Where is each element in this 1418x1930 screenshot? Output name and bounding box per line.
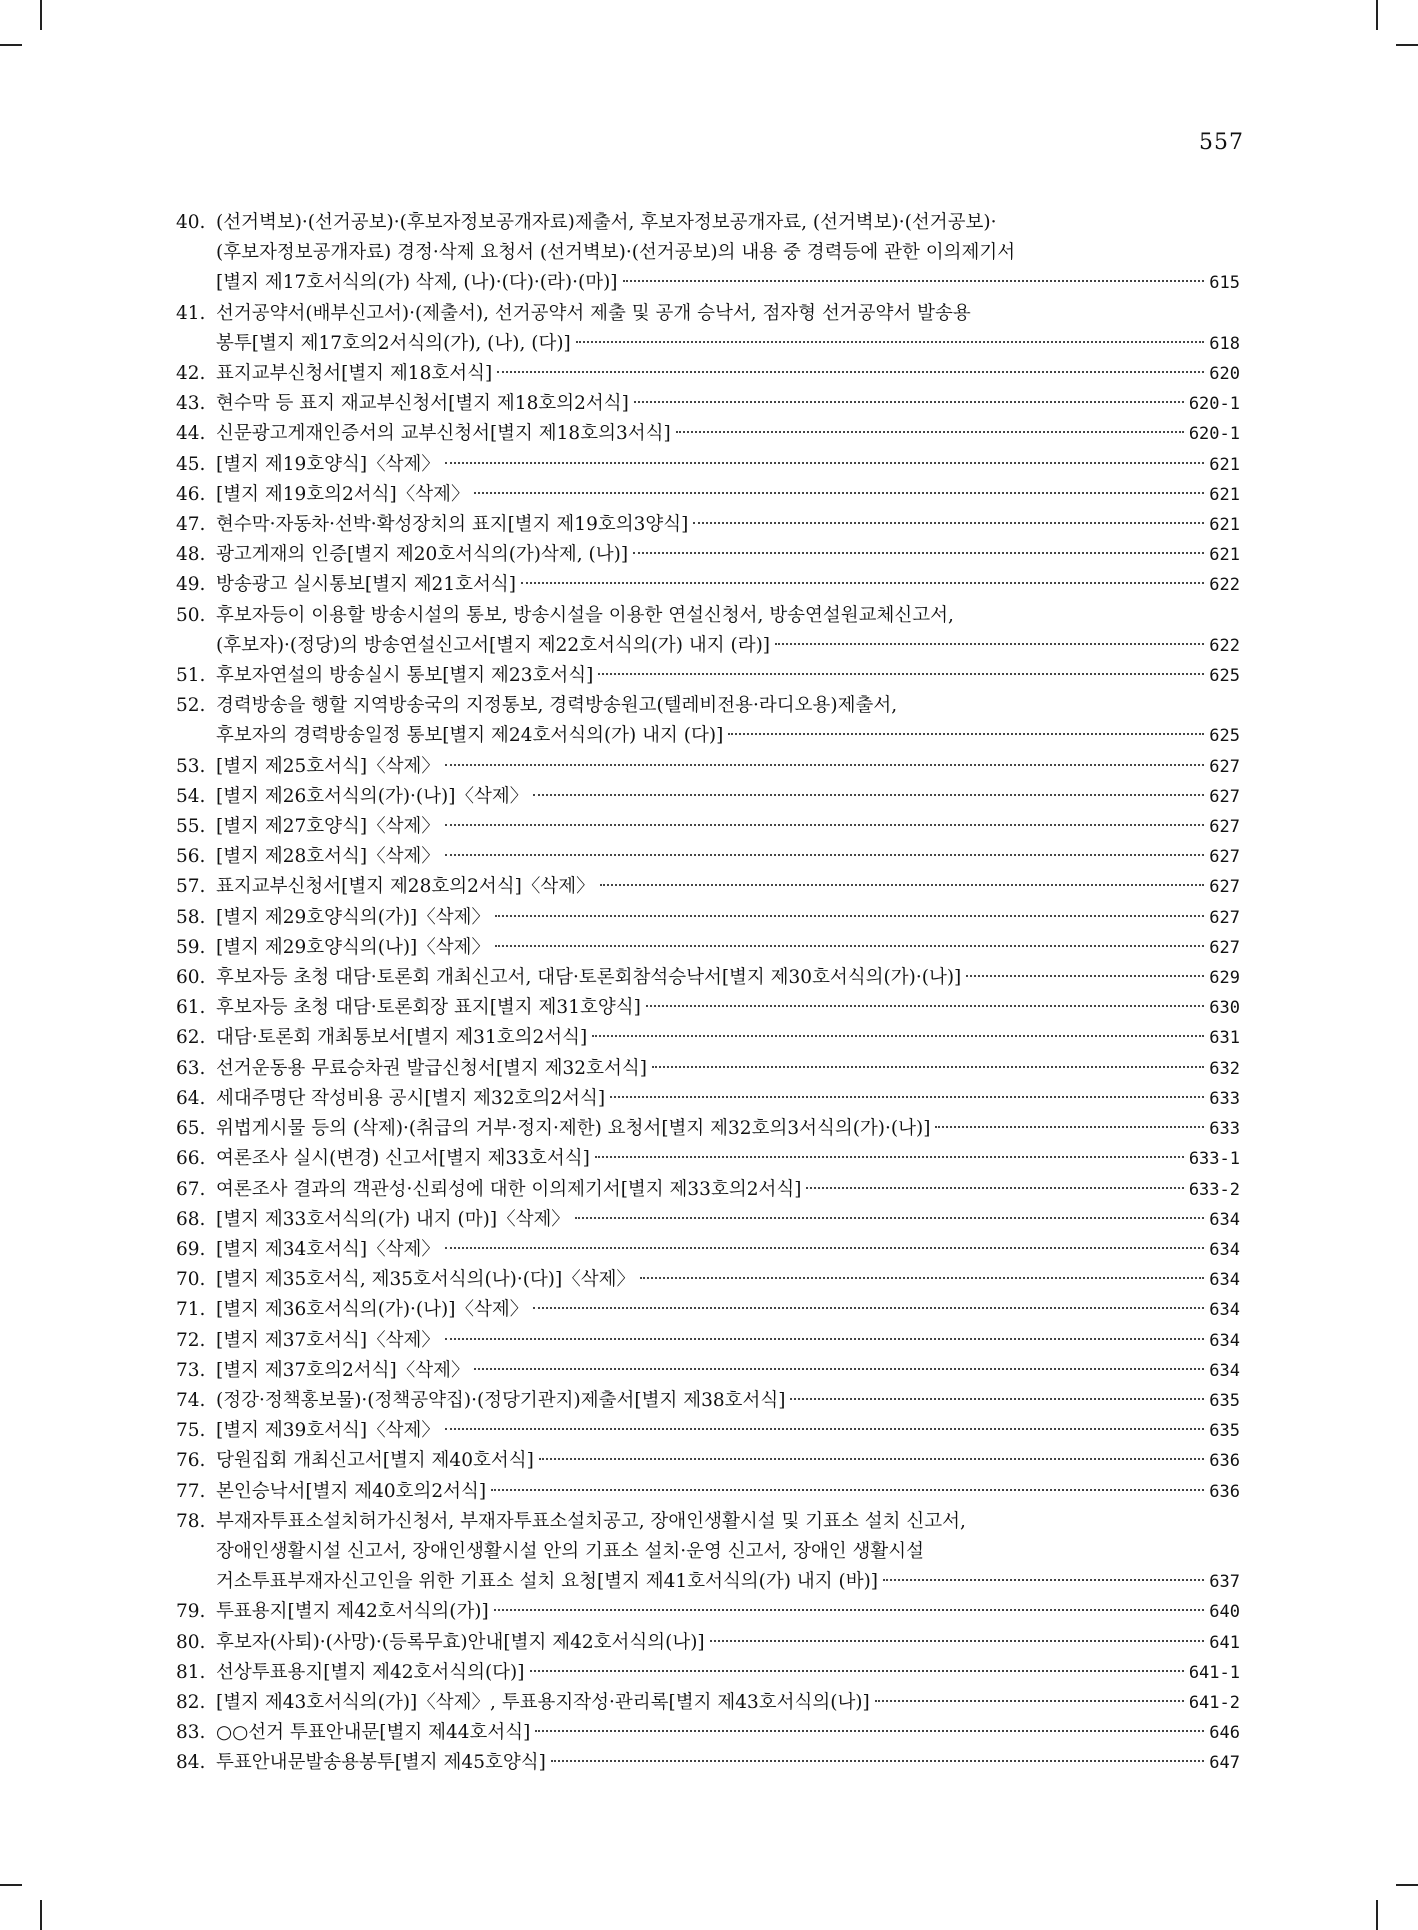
entry-number: 73. <box>176 1359 206 1381</box>
dot-leader <box>491 1489 1204 1491</box>
toc-entry-line <box>176 872 1240 902</box>
entry-page-number: 625 <box>1209 726 1240 747</box>
crop-mark <box>1376 0 1378 30</box>
toc-entry-line <box>176 570 1240 600</box>
entry-number: 40. <box>176 212 206 233</box>
toc-entry-line <box>176 1054 1240 1084</box>
entry-page-number: 622 <box>1209 635 1240 656</box>
dot-leader <box>497 371 1204 373</box>
toc-entry <box>176 359 1240 389</box>
toc-entry-line <box>176 1023 1240 1053</box>
entry-number: 43. <box>176 393 206 415</box>
entry-page-number: 633 <box>1209 1088 1240 1109</box>
entry-number: 47. <box>176 514 206 536</box>
toc-entry <box>176 933 1240 963</box>
entry-number: 78. <box>176 1510 206 1532</box>
entry-number: 84. <box>176 1752 206 1774</box>
toc-entry <box>176 1658 1240 1688</box>
toc-entry-line <box>176 1748 1240 1778</box>
entry-number: 71. <box>176 1299 206 1321</box>
entry-number: 55. <box>176 816 206 838</box>
toc-entry-line <box>176 1295 1240 1325</box>
entry-title: 부재자투표소설치허가신청서, 부재자투표소설치공고, 장애인생활시설 및 기표소 설치 신고서, <box>216 1510 966 1532</box>
toc-entry-line <box>176 1175 1240 1205</box>
entry-title: 세대주명단 작성비용 공시[별지 제32호의2서식] <box>216 1087 606 1109</box>
entry-title: 후보자등 초청 대담·토론회 개최신고서, 대담·토론회참석승낙서[별지 제30호서식의(가)·(나)] <box>216 967 962 989</box>
entry-title: 신문광고게재인증서의 교부신청서[별지 제18호의3서식] <box>216 423 671 445</box>
dot-leader <box>775 643 1204 645</box>
dot-leader <box>610 1096 1204 1098</box>
dot-leader <box>595 1156 1184 1158</box>
entry-title: 표지교부신청서[별지 제18호서식] <box>216 363 493 385</box>
entry-title: 봉투[별지 제17호의2서식의(가), (나), (다)] <box>216 332 571 354</box>
entry-title: [별지 제43호서식의(가)]〈삭제〉, 투표용지작성·관리록[별지 제43호서식의(나)] <box>216 1691 870 1713</box>
toc-entry-line <box>176 601 1240 631</box>
toc-entry-line <box>176 1597 1240 1627</box>
entry-page-number: 641 <box>1209 1632 1240 1653</box>
toc-entry <box>176 1416 1240 1446</box>
entry-title: 현수막 등 표지 재교부신청서[별지 제18호의2서식] <box>216 393 629 415</box>
toc-entry <box>176 601 1240 661</box>
dot-leader <box>533 1307 1204 1309</box>
entry-title: 후보자연설의 방송실시 통보[별지 제23호서식] <box>216 665 594 687</box>
toc-entry <box>176 480 1240 510</box>
dot-leader <box>592 1035 1204 1037</box>
entry-number: 45. <box>176 453 206 475</box>
dot-leader <box>633 552 1204 554</box>
entry-title: 후보자등이 이용할 방송시설의 통보, 방송시설을 이용한 연설신청서, 방송연설원교체신고서, <box>216 604 954 626</box>
entry-number: 48. <box>176 544 206 566</box>
toc-entry-line <box>176 1084 1240 1114</box>
entry-page-number: 627 <box>1209 907 1240 928</box>
toc-entry <box>176 1356 1240 1386</box>
dot-leader <box>445 854 1204 856</box>
toc-entry <box>176 842 1240 872</box>
toc-entry-line <box>176 903 1240 933</box>
entry-title: 후보자등 초청 대담·토론회장 표지[별지 제31호양식] <box>216 997 641 1019</box>
entry-title: [별지 제35호서식, 제35호서식의(나)·(다)]〈삭제〉 <box>216 1269 635 1291</box>
entry-title: 경력방송을 행할 지역방송국의 지정통보, 경력방송원고(텔레비전용·라디오용)제출서, <box>216 695 898 717</box>
dot-leader <box>445 764 1204 766</box>
entry-title: 대담·토론회 개최통보서[별지 제31호의2서식] <box>216 1027 588 1049</box>
toc-entry <box>176 1023 1240 1053</box>
toc-entry-line <box>176 782 1240 812</box>
entry-number: 62. <box>176 1027 206 1049</box>
toc-entry-line <box>176 1326 1240 1356</box>
dot-leader <box>634 401 1184 403</box>
dot-leader <box>598 673 1204 675</box>
toc-entry <box>176 1295 1240 1325</box>
entry-title: 장애인생활시설 신고서, 장애인생활시설 안의 기표소 설치·운영 신고서, 장애인 생활시설 <box>216 1540 925 1562</box>
toc-entry-line <box>176 842 1240 872</box>
entry-page-number: 618 <box>1209 333 1240 354</box>
entry-title: [별지 제34호서식]〈삭제〉 <box>216 1238 440 1260</box>
toc-entry-line <box>176 1144 1240 1174</box>
entry-number: 66. <box>176 1148 206 1170</box>
toc-entry-line <box>176 691 1240 721</box>
entry-number: 69. <box>176 1238 206 1260</box>
toc-entry <box>176 1326 1240 1356</box>
toc-entry <box>176 752 1240 782</box>
crop-mark <box>40 1900 42 1930</box>
toc-entry-line <box>176 1386 1240 1416</box>
entry-page-number: 615 <box>1209 273 1240 294</box>
crop-mark <box>1376 1900 1378 1930</box>
entry-page-number: 629 <box>1209 968 1240 989</box>
entry-title: [별지 제36호서식의(가)·(나)]〈삭제〉 <box>216 1299 529 1321</box>
entry-page-number: 621 <box>1209 454 1240 475</box>
entry-number: 63. <box>176 1057 206 1079</box>
entry-page-number: 621 <box>1209 545 1240 566</box>
entry-title: 선거운동용 무료승차권 발급신청서[별지 제32호서식] <box>216 1057 647 1079</box>
entry-page-number: 636 <box>1209 1451 1240 1472</box>
dot-leader <box>474 1368 1204 1370</box>
entry-number: 64. <box>176 1087 206 1109</box>
toc-entry-line <box>176 1537 1240 1567</box>
entry-title: [별지 제39호서식]〈삭제〉 <box>216 1420 440 1442</box>
entry-number: 53. <box>176 755 206 777</box>
page-number: 557 <box>1199 130 1244 155</box>
toc-entry-line <box>176 450 1240 480</box>
dot-leader <box>806 1187 1183 1189</box>
dot-leader <box>640 1277 1204 1279</box>
toc-entry-line <box>176 933 1240 963</box>
entry-page-number: 635 <box>1209 1421 1240 1442</box>
entry-number: 65. <box>176 1118 206 1140</box>
entry-number: 54. <box>176 785 206 807</box>
entry-number: 58. <box>176 906 206 928</box>
entry-title: 당원집회 개최신고서[별지 제40호서식] <box>216 1450 534 1472</box>
dot-leader <box>551 1760 1204 1762</box>
entry-page-number: 621 <box>1209 484 1240 505</box>
toc-entry-line <box>176 419 1240 449</box>
toc-entry-line <box>176 540 1240 570</box>
entry-number: 79. <box>176 1601 206 1623</box>
entry-page-number: 630 <box>1209 998 1240 1019</box>
entry-page-number: 637 <box>1209 1572 1240 1593</box>
dot-leader <box>790 1398 1204 1400</box>
entry-page-number: 646 <box>1209 1723 1240 1744</box>
toc-entry <box>176 1205 1240 1235</box>
entry-page-number: 627 <box>1209 756 1240 777</box>
toc-entry <box>176 963 1240 993</box>
entry-title: 선상투표용지[별지 제42호서식의(다)] <box>216 1661 525 1683</box>
dot-leader <box>495 915 1204 917</box>
entry-page-number: 641-2 <box>1188 1692 1240 1713</box>
toc-entry <box>176 1265 1240 1295</box>
toc-entry <box>176 1446 1240 1476</box>
toc-entry <box>176 299 1240 359</box>
toc-entry-line <box>176 993 1240 1023</box>
entry-number: 52. <box>176 695 206 717</box>
entry-title: 후보자의 경력방송일정 통보[별지 제24호서식의(가) 내지 (다)] <box>216 725 724 747</box>
entry-title: [별지 제33호서식의(가) 내지 (마)]〈삭제〉 <box>216 1208 570 1230</box>
dot-leader <box>533 794 1204 796</box>
toc-entry <box>176 1718 1240 1748</box>
toc-entry <box>176 691 1240 751</box>
entry-page-number: 641-1 <box>1188 1662 1240 1683</box>
crop-mark <box>40 0 42 30</box>
dot-leader <box>445 824 1204 826</box>
entry-page-number: 631 <box>1209 1028 1240 1049</box>
dot-leader <box>445 1338 1204 1340</box>
toc-entry <box>176 1688 1240 1718</box>
dot-leader <box>600 884 1205 886</box>
entry-page-number: 620 <box>1209 364 1240 385</box>
entry-page-number: 625 <box>1209 666 1240 687</box>
dot-leader <box>521 582 1204 584</box>
entry-page-number: 627 <box>1209 786 1240 807</box>
entry-page-number: 640 <box>1209 1602 1240 1623</box>
toc-entry-line <box>176 752 1240 782</box>
dot-leader <box>883 1579 1204 1581</box>
entry-number: 68. <box>176 1208 206 1230</box>
toc-entry <box>176 419 1240 449</box>
toc-entry <box>176 782 1240 812</box>
toc-entry-line <box>176 1477 1240 1507</box>
entry-number: 61. <box>176 997 206 1019</box>
dot-leader <box>646 1005 1204 1007</box>
toc-entry <box>176 1084 1240 1114</box>
toc-entry <box>176 510 1240 540</box>
entry-number: 75. <box>176 1420 206 1442</box>
entry-title: 현수막·자동차·선박·확성장치의 표지[별지 제19호의3양식] <box>216 514 689 536</box>
toc-entry-line <box>176 1718 1240 1748</box>
dot-leader <box>935 1126 1204 1128</box>
dot-leader <box>693 522 1204 524</box>
table-of-contents <box>176 208 1240 1779</box>
entry-number: 59. <box>176 936 206 958</box>
entry-page-number: 633-2 <box>1188 1179 1240 1200</box>
entry-page-number: 620-1 <box>1188 394 1240 415</box>
toc-entry <box>176 1114 1240 1144</box>
entry-title: [별지 제19호양식]〈삭제〉 <box>216 453 440 475</box>
toc-entry <box>176 1386 1240 1416</box>
entry-number: 46. <box>176 483 206 505</box>
toc-entry-line <box>176 1416 1240 1446</box>
entry-title: [별지 제25호서식]〈삭제〉 <box>216 755 440 777</box>
entry-page-number: 636 <box>1209 1481 1240 1502</box>
entry-title: ○○선거 투표안내문[별지 제44호서식] <box>216 1722 531 1744</box>
entry-number: 72. <box>176 1329 206 1351</box>
toc-entry <box>176 872 1240 902</box>
entry-number: 49. <box>176 574 206 596</box>
toc-entry <box>176 1628 1240 1658</box>
entry-number: 74. <box>176 1389 206 1411</box>
toc-entry <box>176 661 1240 691</box>
entry-page-number: 627 <box>1209 817 1240 838</box>
entry-number: 42. <box>176 363 206 385</box>
entry-page-number: 634 <box>1209 1330 1240 1351</box>
dot-leader <box>710 1640 1205 1642</box>
toc-entry-line <box>176 480 1240 510</box>
entry-number: 81. <box>176 1661 206 1683</box>
toc-entry <box>176 1054 1240 1084</box>
toc-entry <box>176 450 1240 480</box>
entry-page-number: 633-1 <box>1188 1149 1240 1170</box>
crop-mark <box>1396 1884 1418 1886</box>
entry-title: 거소투표부재자신고인을 위한 기표소 설치 요청[별지 제41호서식의(가) 내지 (바)] <box>216 1571 879 1593</box>
entry-title: (후보자정보공개자료) 경정·삭제 요청서 (선거벽보)·(선거공보)의 내용 중 경력등에 관한 이의제기서 <box>216 242 1016 264</box>
dot-leader <box>728 733 1204 735</box>
entry-number: 51. <box>176 665 206 687</box>
entry-title: (선거벽보)·(선거공보)·(후보자정보공개자료)제출서, 후보자정보공개자료, (선거벽보)·(선거공보)· <box>216 212 997 233</box>
entry-title: (정강·정책홍보물)·(정책공약집)·(정당기관지)제출서[별지 제38호서식] <box>216 1389 786 1411</box>
entry-number: 41. <box>176 302 206 324</box>
entry-title: 투표용지[별지 제42호서식의(가)] <box>216 1601 489 1623</box>
entry-title: 후보자(사퇴)·(사망)·(등록무효)안내[별지 제42호서식의(나)] <box>216 1631 705 1653</box>
toc-entry-line <box>176 1446 1240 1476</box>
toc-entry-line <box>176 359 1240 389</box>
toc-entry <box>176 1175 1240 1205</box>
entry-number: 57. <box>176 876 206 898</box>
crop-mark <box>0 44 22 46</box>
toc-entry-line <box>176 1658 1240 1688</box>
entry-title: [별지 제19호의2서식]〈삭제〉 <box>216 483 470 505</box>
toc-entry-line <box>176 661 1240 691</box>
toc-entry-line <box>176 963 1240 993</box>
entry-title: [별지 제26호서식의(가)·(나)]〈삭제〉 <box>216 785 529 807</box>
entry-page-number: 627 <box>1209 847 1240 868</box>
crop-mark <box>0 1884 22 1886</box>
entry-title: [별지 제17호서식의(가) 삭제, (나)·(다)·(라)·(마)] <box>216 272 618 294</box>
entry-page-number: 634 <box>1209 1239 1240 1260</box>
entry-title: 표지교부신청서[별지 제28호의2서식]〈삭제〉 <box>216 876 595 898</box>
toc-entry-line <box>176 299 1240 329</box>
entry-page-number: 627 <box>1209 877 1240 898</box>
toc-entry <box>176 1507 1240 1598</box>
toc-entry <box>176 540 1240 570</box>
entry-number: 56. <box>176 846 206 868</box>
entry-page-number: 627 <box>1209 937 1240 958</box>
entry-title: [별지 제28호서식]〈삭제〉 <box>216 846 440 868</box>
crop-mark <box>1396 44 1418 46</box>
toc-entry-line <box>176 268 1240 298</box>
toc-entry-line <box>176 1235 1240 1265</box>
toc-entry <box>176 208 1240 299</box>
entry-page-number: 635 <box>1209 1390 1240 1411</box>
dot-leader <box>539 1458 1204 1460</box>
toc-entry-line <box>176 238 1240 268</box>
toc-entry-line <box>176 1567 1240 1597</box>
entry-title: 여론조사 결과의 객관성·신뢰성에 대한 이의제기서[별지 제33호의2서식] <box>216 1178 802 1200</box>
toc-entry <box>176 570 1240 600</box>
entry-title: 방송광고 실시통보[별지 제21호서식] <box>216 574 516 596</box>
entry-number: 50. <box>176 604 206 626</box>
entry-page-number: 621 <box>1209 515 1240 536</box>
toc-entry-line <box>176 1205 1240 1235</box>
toc-entry <box>176 1477 1240 1507</box>
toc-entry-line <box>176 1507 1240 1537</box>
toc-entry-line <box>176 1356 1240 1386</box>
toc-entry-line <box>176 510 1240 540</box>
toc-entry <box>176 1144 1240 1174</box>
toc-entry-line <box>176 208 1240 238</box>
dot-leader <box>530 1670 1184 1672</box>
entry-page-number: 634 <box>1209 1300 1240 1321</box>
entry-title: [별지 제29호양식의(가)]〈삭제〉 <box>216 906 491 928</box>
entry-page-number: 634 <box>1209 1360 1240 1381</box>
entry-number: 44. <box>176 423 206 445</box>
entry-number: 77. <box>176 1480 206 1502</box>
toc-entry <box>176 1597 1240 1627</box>
entry-number: 70. <box>176 1269 206 1291</box>
dot-leader <box>474 492 1204 494</box>
entry-number: 82. <box>176 1691 206 1713</box>
entry-number: 76. <box>176 1450 206 1472</box>
entry-title: [별지 제29호양식의(나)]〈삭제〉 <box>216 936 491 958</box>
toc-entry-line <box>176 812 1240 842</box>
entry-page-number: 634 <box>1209 1270 1240 1291</box>
entry-page-number: 622 <box>1209 575 1240 596</box>
entry-page-number: 633 <box>1209 1119 1240 1140</box>
toc-entry <box>176 1235 1240 1265</box>
entry-title: [별지 제37호서식]〈삭제〉 <box>216 1329 440 1351</box>
dot-leader <box>875 1700 1184 1702</box>
toc-entry-line <box>176 1265 1240 1295</box>
toc-entry-line <box>176 329 1240 359</box>
entry-title: 투표안내문발송용봉투[별지 제45호양식] <box>216 1752 546 1774</box>
dot-leader <box>652 1066 1204 1068</box>
entry-page-number: 632 <box>1209 1058 1240 1079</box>
entry-number: 60. <box>176 967 206 989</box>
toc-entry-line <box>176 1114 1240 1144</box>
dot-leader <box>535 1730 1204 1732</box>
entry-title: 본인승낙서[별지 제40호의2서식] <box>216 1480 487 1502</box>
dot-leader <box>966 975 1204 977</box>
entry-number: 67. <box>176 1178 206 1200</box>
entry-page-number: 647 <box>1209 1753 1240 1774</box>
toc-entry <box>176 993 1240 1023</box>
dot-leader <box>676 431 1184 433</box>
toc-entry <box>176 1748 1240 1778</box>
dot-leader <box>623 280 1205 282</box>
dot-leader <box>494 1609 1205 1611</box>
dot-leader <box>445 1428 1204 1430</box>
entry-number: 80. <box>176 1631 206 1653</box>
toc-entry-line <box>176 389 1240 419</box>
toc-entry-line <box>176 721 1240 751</box>
entry-title: [별지 제27호양식]〈삭제〉 <box>216 816 440 838</box>
toc-entry-line <box>176 1628 1240 1658</box>
entry-title: 여론조사 실시(변경) 신고서[별지 제33호서식] <box>216 1148 590 1170</box>
entry-title: [별지 제37호의2서식]〈삭제〉 <box>216 1359 470 1381</box>
toc-entry-line <box>176 631 1240 661</box>
dot-leader <box>445 1247 1204 1249</box>
dot-leader <box>576 341 1205 343</box>
entry-title: (후보자)·(정당)의 방송연설신고서[별지 제22호서식의(가) 내지 (라)] <box>216 634 771 656</box>
toc-entry <box>176 812 1240 842</box>
toc-entry <box>176 389 1240 419</box>
toc-entry <box>176 903 1240 933</box>
dot-leader <box>575 1217 1204 1219</box>
entry-page-number: 620-1 <box>1188 424 1240 445</box>
entry-title: 위법게시물 등의 (삭제)·(취급의 거부·정지·제한) 요청서[별지 제32호의3서식의(가)·(나)] <box>216 1118 931 1140</box>
entry-number: 83. <box>176 1722 206 1744</box>
toc-entry-line <box>176 1688 1240 1718</box>
entry-title: 선거공약서(배부신고서)·(제출서), 선거공약서 제출 및 공개 승낙서, 점자형 선거공약서 발송용 <box>216 302 971 324</box>
entry-title: 광고게재의 인증[별지 제20호서식의(가)삭제, (나)] <box>216 544 629 566</box>
entry-page-number: 634 <box>1209 1209 1240 1230</box>
dot-leader <box>445 462 1204 464</box>
dot-leader <box>495 945 1204 947</box>
